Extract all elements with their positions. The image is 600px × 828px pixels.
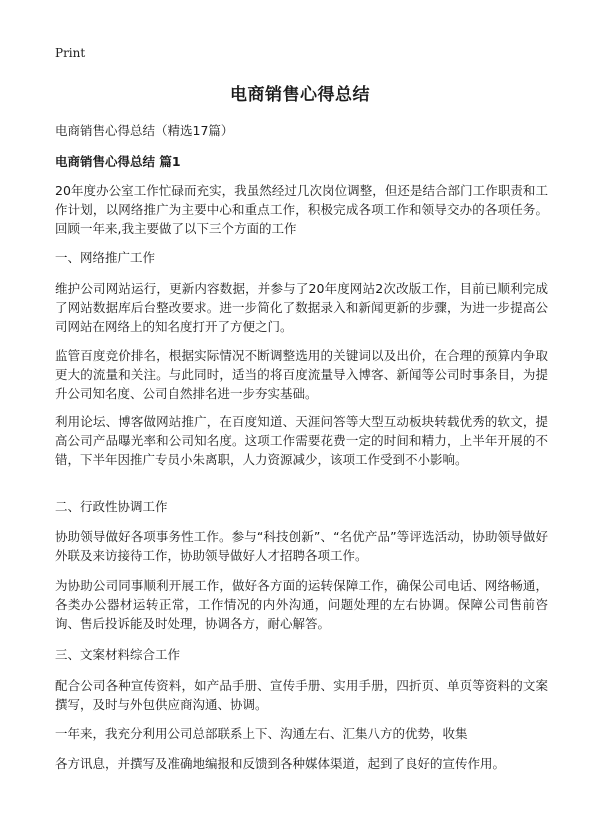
paragraph: 一年来，我充分利用公司总部联系上下、沟通左右、汇集八方的优势，收集	[55, 726, 468, 741]
paragraph: 监管百度竞价排名，根据实际情况不断调整选用的关键词以及出价，在合理的预算内争取更大的流量和关注。与此同时，适当的将百度流量导入博客、新闻等公司时事条目，为提升公司知名度、公司自然排名进一步夯实基础。	[55, 348, 548, 401]
section-heading: 二、行政性协调工作	[55, 499, 168, 514]
document-subtitle: 电商销售心得总结（精选17篇）	[55, 123, 234, 138]
article-heading: 电商销售心得总结 篇1	[55, 154, 181, 169]
paragraph: 维护公司网站运行，更新内容数据，并参与了20年度网站2次改版工作，目前已顺利完成了网站数据库后台整改要求。进一步简化了数据录入和新闻更新的步骤，为进一步提高公司网站在网络上的知名度打开了方便之门。	[55, 281, 548, 334]
paragraph: 各方讯息，并撰写及准确地编报和反馈到各种媒体渠道，起到了良好的宣传作用。	[55, 756, 506, 771]
paragraph: 为协助公司同事顺利开展工作，做好各方面的运转保障工作，确保公司电话、网络畅通，各类办公器材运转正常，工作情况的内外沟通，问题处理的左右协调。保障公司售前咨询、售后投诉能及时处理，协调各方，耐心解答。	[55, 578, 548, 631]
page-title: 电商销售心得总结	[230, 85, 370, 105]
print-link[interactable]: Print	[55, 46, 86, 60]
paragraph: 协助领导做好各项事务性工作。参与“科技创新”、“名优产品”等评选活动，协助领导做好外联及来访接待工作，协助领导做好人才招聘各项工作。	[55, 529, 548, 563]
paragraph: 利用论坛、博客做网站推广，在百度知道、天涯问答等大型互动板块转载优秀的软文，提高公司产品曝光率和公司知名度。这项工作需要花费一定的时间和精力，上半年开展的不错，下半年因推广专员小朱离职，人力资源减少，该项工作受到不小影响。	[55, 414, 548, 467]
section-heading: 三、文案材料综合工作	[55, 647, 181, 662]
paragraph: 20年度办公室工作忙碌而充实，我虽然经过几次岗位调整，但还是结合部门工作职责和工作计划，以网络推广为主要中心和重点工作，积极完成各项工作和领导交办的各项任务。回顾一年来,我主要做了以下三个方面的工作	[55, 183, 548, 236]
paragraph: 配合公司各种宣传资料，如产品手册、宣传手册、实用手册，四折页、单页等资料的文案撰写，及时与外包供应商沟通、协调。	[55, 678, 548, 712]
section-heading: 一、网络推广工作	[55, 250, 156, 265]
